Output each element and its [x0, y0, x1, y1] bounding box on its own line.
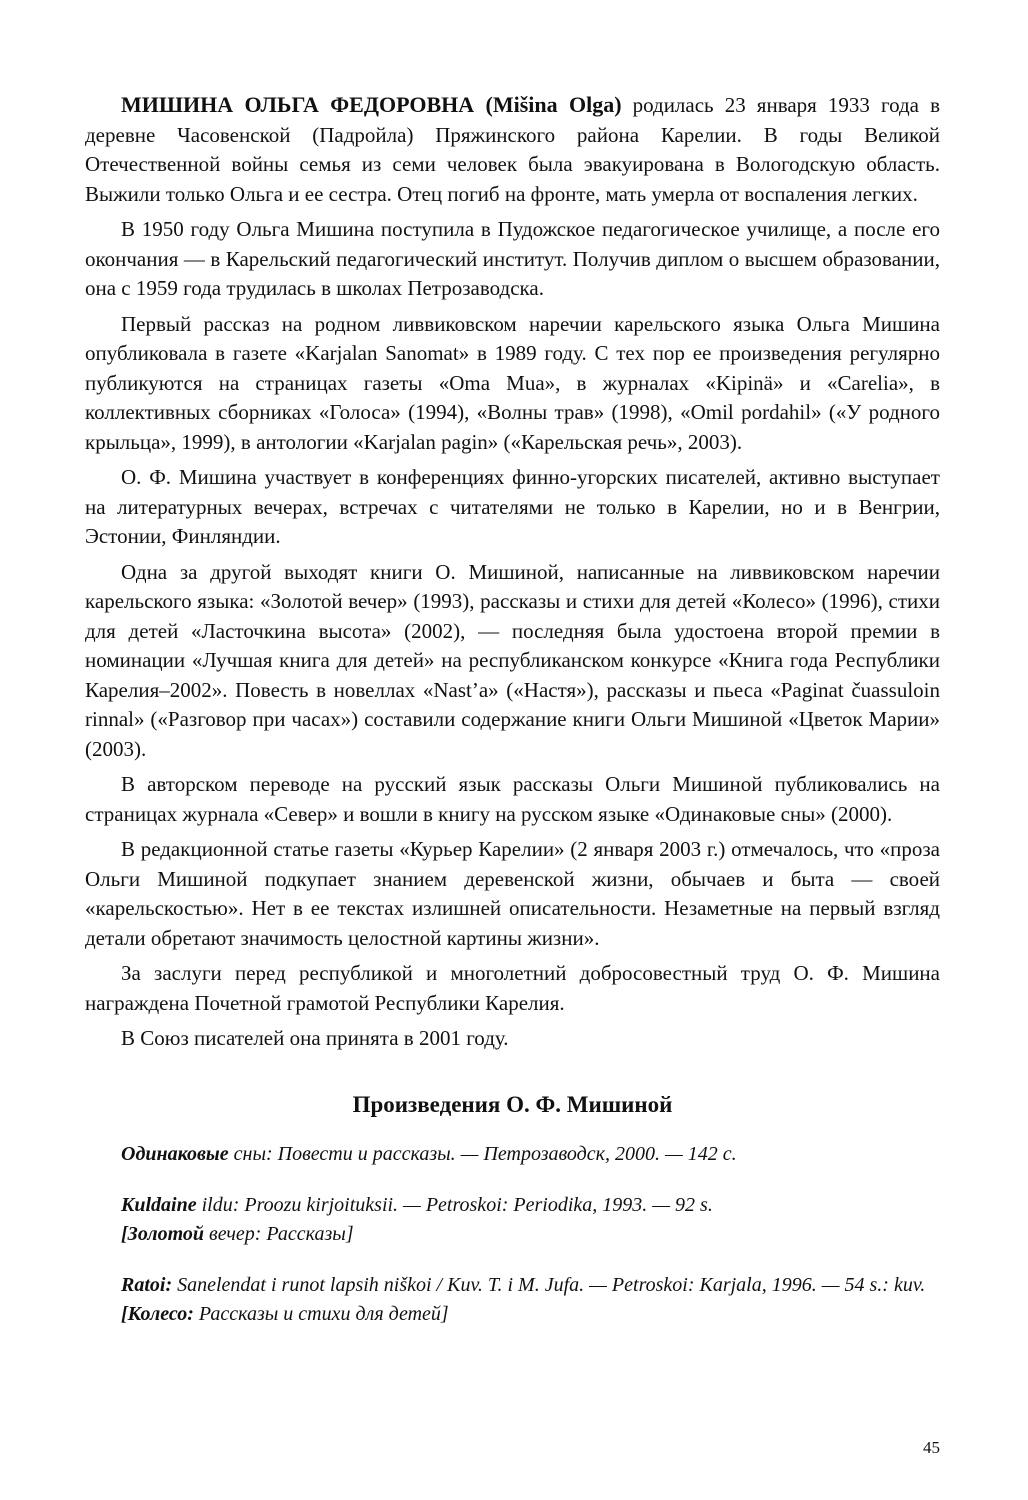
entry-translation — [85, 1300, 940, 1329]
bio-paragraph-8: За заслуги перед республикой и многолетний добросовестный труд О. Ф. Мишина награждена Почетной грамотой Республики Карелия. — [85, 961, 940, 1015]
entry-details: Sanelendat i runot lapsih niškoi / Kuv. T. i M. Jufa. — Petroskoi: Karjala, 1996. — 54 s.: kuv. — [172, 1273, 926, 1296]
bio-paragraph-4: О. Ф. Мишина участвует в конференциях финно-угорских писателей, активно выступает на литературных вечерах, встречах с читателями не только в Карелии, но и в Венгрии, Эстонии, Финляндии. — [85, 465, 940, 548]
entry-details: ildu: Proozu kirjoituksii. — Petroskoi: Periodika, 1993. — 92 s. — [196, 1193, 713, 1216]
bio-paragraph-3: Первый рассказ на родном ливвиковском наречии карельского языка Ольга Мишина опубликовала в газете «Karjalan Sanomat» в 1989 году. С тех пор ее произведения регулярно публикуются на страницах газеты «Oma Mua», в журналах «Kipinä» и «Carelia», в коллективных сборниках «Голоса» (1994), «Волны трав» (1998), «Omil pordahil» («У родного крыльца», 1999), в антологии «Karjalan pagin» («Карельская речь», 2003). — [85, 311, 940, 454]
bibliography-entry — [85, 1191, 940, 1249]
bio-paragraph-2: В 1950 году Ольга Мишина поступила в Пудожское педагогическое училище, а после его окончания — в Карельский педагогический институт. Получив диплом о высшем образовании, она с 1959 года трудилась в школах Петрозаводска. — [85, 217, 940, 300]
entry-translation — [85, 1220, 940, 1249]
bibliography-entry — [85, 1271, 940, 1329]
bio-paragraph-7: В редакционной статье газеты «Курьер Карелии» (2 января 2003 г.) отмечалось, что «проза Ольги Мишиной подкупает знанием деревенской жизни, обычаев и быта — своей «карельскостью». Нет в ее текстах излишней описательности. Незаметные на первый взгляд детали обретают значимость целостной картины жизни». — [85, 837, 940, 950]
author-name: МИШИНА ОЛЬГА ФЕДОРОВНА (Mišina Olga) — [121, 92, 622, 117]
translation-title-bold: [Колесо: — [121, 1302, 194, 1325]
bio-paragraph-9: В Союз писателей она принята в 2001 году. — [121, 1026, 509, 1050]
entry-title-bold: Kuldaine — [121, 1193, 197, 1216]
bio-paragraph-1-text: родилась 23 января 1933 года в деревне Часовенской (Падройла) Пряжинского района Карелии. В годы Великой Отечественной войны семья из семи человек была эвакуирована в Вологодскую область. Выжили только Ольга и ее сестра. Отец погиб на фронте, мать умерла от воспаления легких. — [85, 93, 940, 206]
translation-details: вечер: Рассказы] — [204, 1222, 354, 1245]
bio-paragraph-5: Одна за другой выходят книги О. Мишиной, написанные на ливвиковском наречии карельского языка: «Золотой вечер» (1993), рассказы и стихи для детей «Колесо» (1996), стихи для детей «Ласточкина высота» (2002), — последняя была удостоена второй премии в номинации «Лучшая книга для детей» на республиканском конкурсе «Книга года Республики Карелия–2002». Повесть в новеллах «Nast’a» («Настя»), рассказы и пьеса «Paginat čuassuloin rinnal» («Разговор при часах») составили содержание книги Ольги Мишиной «Цветок Марии» (2003). — [85, 559, 940, 761]
bibliography-entry — [85, 1140, 940, 1169]
entry-details: сны: Повести и рассказы. — Петрозаводск, 2000. — 142 с. — [228, 1142, 737, 1165]
document-page — [85, 90, 940, 1351]
translation-title-bold: [Золотой — [121, 1222, 205, 1245]
translation-details: Рассказы и стихи для детей] — [193, 1302, 449, 1325]
bio-paragraph-6: В авторском переводе на русский язык рассказы Ольги Мишиной публиковались на страницах журнала «Север» и вошли в книгу на русском языке «Одинаковые сны» (2000). — [85, 772, 940, 826]
entry-title-bold: Одинаковые — [121, 1142, 229, 1165]
works-section-title: Произведения О. Ф. Мишиной — [352, 1091, 673, 1117]
entry-title-bold: Ratoi: — [121, 1273, 173, 1296]
page-number: 45 — [923, 1438, 940, 1457]
bio-paragraph-1 — [85, 90, 940, 209]
